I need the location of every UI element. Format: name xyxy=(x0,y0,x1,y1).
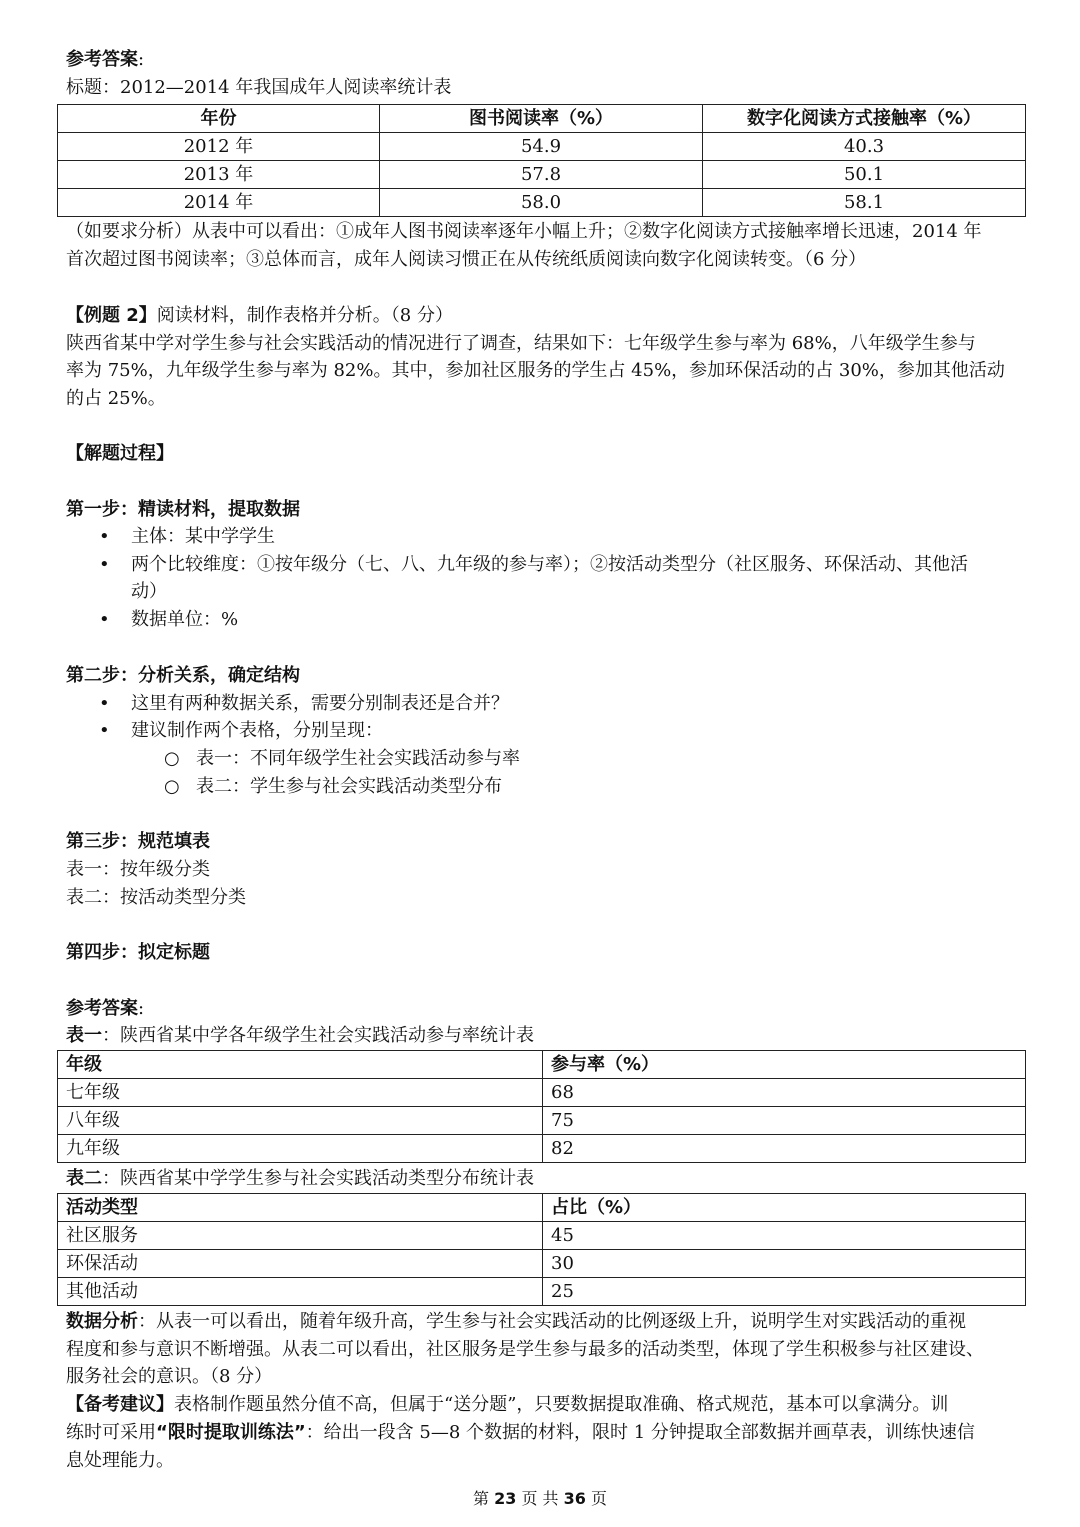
cell-share: 30 xyxy=(543,1250,1026,1278)
answer-label: 参考答案: xyxy=(66,49,145,70)
step2-title: 第二步：分析关系，确定结构 xyxy=(66,665,300,686)
tips-line: 【备考建议】表格制作题虽然分值不高，但属于“送分题”，只要数据提取准确、格式规范，基本可以拿满分。训 xyxy=(66,1394,949,1415)
sub-bullet-item: ○ 表二：学生参与社会实践活动类型分布 xyxy=(164,776,502,797)
table-row xyxy=(58,1278,1026,1306)
header-rate: 参与率（%） xyxy=(543,1051,1026,1079)
material-line: 率为 75%，九年级学生参与率为 82%。其中，参加社区服务的学生占 45%，参加环保活动的占 30%，参加其他活动 xyxy=(66,360,1005,381)
data-analysis-line: 数据分析：从表一可以看出，随着年级升高，学生参与社会实践活动的比例逐级上升，说明学生对实践活动的重视 xyxy=(66,1311,966,1332)
cell-rate: 68 xyxy=(543,1079,1026,1107)
cell-year: 2014 年 xyxy=(58,189,380,217)
table-row xyxy=(58,133,1026,161)
step3-line: 表一：按年级分类 xyxy=(66,859,210,880)
table-title-line: 标题：2012—2014 年我国成年人阅读率统计表 xyxy=(66,77,452,98)
reading-rate-table xyxy=(57,104,1026,217)
cell-share: 45 xyxy=(543,1222,1026,1250)
tips-line: 练时可采用“限时提取训练法”：给出一段含 5—8 个数据的材料，限时 1 分钟提取全部数据并画草表，训练快速信 xyxy=(66,1422,975,1443)
cell-digital-rate: 50.1 xyxy=(703,161,1026,189)
analysis-line: （如要求分析）从表中可以看出：①成年人图书阅读率逐年小幅上升；②数字化阅读方式接触率增长迅速，2014 年 xyxy=(66,221,982,242)
table-row xyxy=(58,1222,1026,1250)
table-row xyxy=(58,189,1026,217)
sub-bullet-item: ○ 表一：不同年级学生社会实践活动参与率 xyxy=(164,748,520,769)
table-row xyxy=(58,1079,1026,1107)
table2-title: 表二：陕西省某中学学生参与社会实践活动类型分布统计表 xyxy=(66,1168,534,1189)
table-row xyxy=(58,1107,1026,1135)
grade-participation-table xyxy=(57,1050,1026,1163)
header-year: 年份 xyxy=(58,105,380,133)
header-share: 占比（%） xyxy=(543,1194,1026,1222)
header-book-rate: 图书阅读率（%） xyxy=(380,105,703,133)
material-line: 的占 25%。 xyxy=(66,388,166,409)
tips-line: 息处理能力。 xyxy=(66,1450,174,1471)
bullet-item: • 主体：某中学学生 xyxy=(99,526,275,547)
step3-line: 表二：按活动类型分类 xyxy=(66,887,246,908)
step1-title: 第一步：精读材料，提取数据 xyxy=(66,499,300,520)
header-activity: 活动类型 xyxy=(58,1194,543,1222)
data-analysis-line: 程度和参与意识不断增强。从表二可以看出，社区服务是学生参与最多的活动类型，体现了学生积极参与社区建设、 xyxy=(66,1339,984,1360)
cell-digital-rate: 40.3 xyxy=(703,133,1026,161)
process-heading: 【解题过程】 xyxy=(66,443,174,464)
table-header-row xyxy=(58,1051,1026,1079)
table-row xyxy=(58,1135,1026,1163)
example-heading: 【例题 2】阅读材料，制作表格并分析。（8 分） xyxy=(66,305,453,326)
bullet-item: • 这里有两种数据关系，需要分别制表还是合并？ xyxy=(99,693,509,714)
bullet-item: • 数据单位：% xyxy=(99,609,239,630)
cell-grade: 九年级 xyxy=(58,1135,543,1163)
analysis-line: 首次超过图书阅读率；③总体而言，成年人阅读习惯正在从传统纸质阅读向数字化阅读转变。（6 分） xyxy=(66,249,867,270)
bullet-item: • 建议制作两个表格，分别呈现： xyxy=(99,720,383,741)
table-row xyxy=(58,1250,1026,1278)
cell-year: 2013 年 xyxy=(58,161,380,189)
cell-digital-rate: 58.1 xyxy=(703,189,1026,217)
header-digital-rate: 数字化阅读方式接触率（%） xyxy=(703,105,1026,133)
material-line: 陕西省某中学对学生参与社会实践活动的情况进行了调查，结果如下：七年级学生参与率为 68%，八年级学生参与 xyxy=(66,333,976,354)
bullet-item: • 两个比较维度：①按年级分（七、八、九年级的参与率）；②按活动类型分（社区服务、环保活动、其他活 xyxy=(99,554,968,575)
answer-label: 参考答案: xyxy=(66,998,145,1019)
cell-grade: 七年级 xyxy=(58,1079,543,1107)
cell-rate: 82 xyxy=(543,1135,1026,1163)
cell-book-rate: 57.8 xyxy=(380,161,703,189)
cell-share: 25 xyxy=(543,1278,1026,1306)
cell-grade: 八年级 xyxy=(58,1107,543,1135)
header-grade: 年级 xyxy=(58,1051,543,1079)
cell-activity: 其他活动 xyxy=(58,1278,543,1306)
table-header-row xyxy=(58,1194,1026,1222)
bullet-continuation: 动） xyxy=(131,581,167,602)
data-analysis-line: 服务社会的意识。（8 分） xyxy=(66,1366,273,1387)
table-row xyxy=(58,161,1026,189)
step3-title: 第三步：规范填表 xyxy=(66,831,210,852)
cell-activity: 环保活动 xyxy=(58,1250,543,1278)
cell-rate: 75 xyxy=(543,1107,1026,1135)
cell-book-rate: 54.9 xyxy=(380,133,703,161)
activity-type-table xyxy=(57,1193,1026,1306)
cell-activity: 社区服务 xyxy=(58,1222,543,1250)
step4-title: 第四步：拟定标题 xyxy=(66,942,210,963)
table-header-row xyxy=(58,105,1026,133)
cell-book-rate: 58.0 xyxy=(380,189,703,217)
table1-title: 表一：陕西省某中学各年级学生社会实践活动参与率统计表 xyxy=(66,1025,534,1046)
cell-year: 2012 年 xyxy=(58,133,380,161)
page-footer: 第 23 页 共 36 页 xyxy=(472,1489,608,1508)
